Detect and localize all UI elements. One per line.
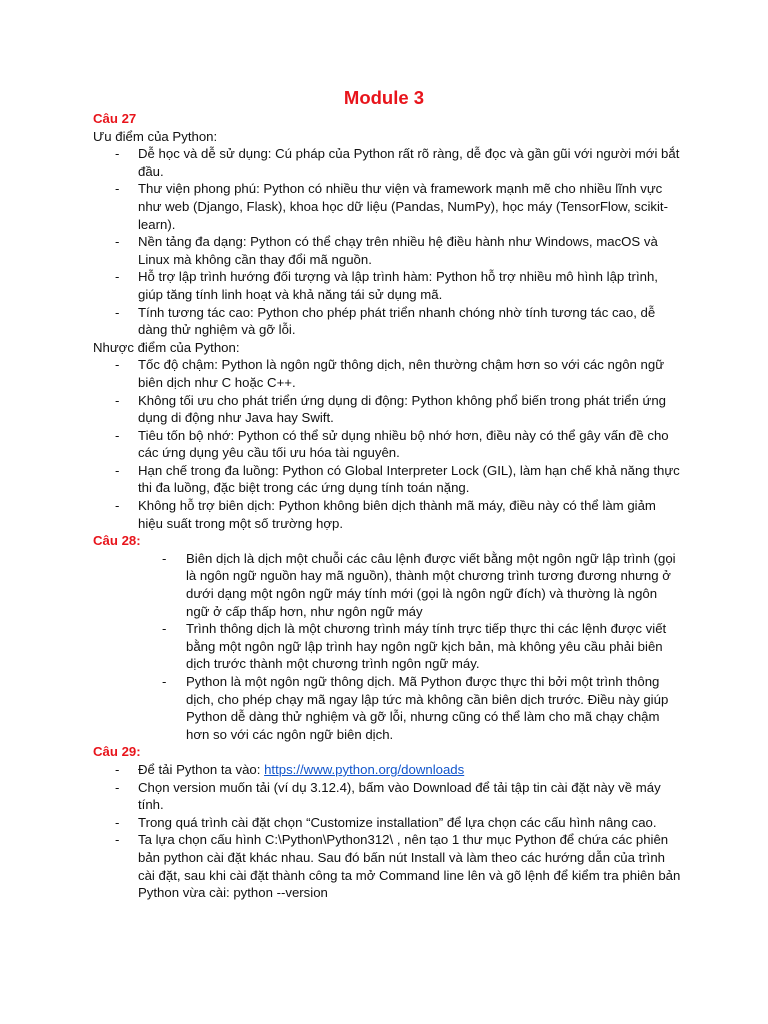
list-item-text: Ta lựa chọn cấu hình C:\Python\Python312\ , nên tạo 1 thư mục Python để chứa các phiên bản python cài đặt khác nhau. Sau đó bấn nút Install và làm theo các hướng dẫn của trình cài đặt, sau khi cài đặt thành công ta mở Command line lên và gõ lệnh để kiểm tra phiên bản Python vừa cài: python --version <box>138 832 681 901</box>
list-item-text: Thư viện phong phú: Python có nhiều thư viện và framework mạnh mẽ cho nhiều lĩnh vực như web (Django, Flask), khoa học dữ liệu (Pandas, NumPy), học máy (TensorFlow, scikit-learn). <box>138 181 668 232</box>
dash-bullet: - <box>115 498 120 514</box>
page-title: Module 3 <box>343 87 425 108</box>
list-item-text: Dễ học và dễ sử dụng: Cú pháp của Python rất rõ ràng, dễ đọc và gần gũi với người mới bắt đầu. <box>138 146 680 179</box>
list-item <box>93 620 683 673</box>
list-item-text: Tính tương tác cao: Python cho phép phát triển nhanh chóng nhờ tính tương tác cao, dễ dàng thử nghiệm và gỡ lỗi. <box>138 304 656 338</box>
list-item <box>93 180 683 233</box>
list-item <box>93 497 683 532</box>
list-item <box>93 550 683 620</box>
q28-heading: Câu 28: <box>93 533 141 549</box>
dash-bullet: - <box>115 761 120 777</box>
list-item <box>93 356 683 391</box>
list-item <box>93 268 683 303</box>
list-item-text: Trình thông dịch là một chương trình máy tính trực tiếp thực thi các lệnh được viết bằng một ngôn ngữ lập trình hay ngôn ngữ kịch bản, mà không yêu cầu phải biên dịch trước thành một chương trình ngôn ngữ máy. <box>186 621 667 672</box>
dash-bullet: - <box>115 304 120 320</box>
list-item <box>93 814 683 832</box>
section-q27 <box>93 110 683 532</box>
list-item <box>93 761 683 779</box>
list-item <box>93 779 683 814</box>
list-item-text: Chọn version muốn tải (ví dụ 3.12.4), bấm vào Download để tải tập tin cài đặt này về máy tính. <box>138 779 661 813</box>
list-item-text: Hạn chế trong đa luồng: Python có Global Interpreter Lock (GIL), làm hạn chế khả năng thực thi đa luồng, đặc biệt trong các ứng dụng tính toán nặng. <box>138 462 680 496</box>
python-downloads-link[interactable]: https://www.python.org/downloads <box>264 761 465 777</box>
list-item <box>93 304 683 339</box>
list-item <box>93 233 683 268</box>
q28-list <box>93 550 683 744</box>
list-item-text: Để tải Python ta vào: <box>138 761 265 777</box>
pros-intro: Ưu điểm của Python: <box>93 128 218 144</box>
list-item-text: Không tối ưu cho phát triển ứng dụng di động: Python không phổ biến trong phát triển ứng dụng di động như Java hay Swift. <box>138 392 666 426</box>
dash-bullet: - <box>115 357 120 373</box>
q29-heading: Câu 29: <box>93 744 141 760</box>
pros-list <box>93 145 683 339</box>
dash-bullet: - <box>162 674 167 689</box>
dash-bullet: - <box>115 832 120 848</box>
dash-bullet: - <box>115 779 120 795</box>
dash-bullet: - <box>162 550 167 566</box>
q29-list <box>93 761 683 902</box>
dash-bullet: - <box>115 392 120 408</box>
list-item-text: Python là một ngôn ngữ thông dịch. Mã Python được thực thi bởi một trình thông dịch, cho phép chạy mã ngay lập tức mà không cần biên dịch trước. Điều này giúp Python dễ dàng thử nghiệm và gỡ lỗi, nhưng cũng có thể làm cho mã chạy chậm hơn so với các ngôn ngữ biên dịch. <box>186 674 669 742</box>
cons-list <box>93 356 683 532</box>
dash-bullet: - <box>115 427 120 443</box>
list-item-text: Tốc độ chậm: Python là ngôn ngữ thông dịch, nên thường chậm hơn so với các ngôn ngữ biên dịch như C hoặc C++. <box>138 357 665 390</box>
dash-bullet: - <box>115 269 120 285</box>
list-item-text: Trong quá trình cài đặt chọn “Customize installation” để lựa chọn các cấu hình nâng cao. <box>138 814 657 830</box>
list-item-text: Tiêu tốn bộ nhớ: Python có thể sử dụng nhiều bộ nhớ hơn, điều này có thể gây vấn đề cho các ứng dụng yêu cầu tối ưu hóa tài nguyên. <box>138 427 669 461</box>
cons-intro: Nhược điểm của Python: <box>93 339 240 355</box>
dash-bullet: - <box>115 181 120 197</box>
list-item <box>93 392 683 427</box>
document-body <box>93 110 683 902</box>
dash-bullet: - <box>115 146 120 162</box>
list-item <box>93 673 683 743</box>
section-q29 <box>93 743 683 901</box>
dash-bullet: - <box>115 814 120 830</box>
list-item <box>93 831 683 901</box>
dash-bullet: - <box>115 234 120 250</box>
section-q28 <box>93 532 683 743</box>
list-item-text: Nền tảng đa dạng: Python có thể chạy trên nhiều hệ điều hành như Windows, macOS và Linux mà không cần thay đổi mã nguồn. <box>138 234 658 267</box>
dash-bullet: - <box>162 621 167 637</box>
list-item <box>93 145 683 180</box>
list-item <box>93 427 683 462</box>
list-item-text: Biên dịch là dịch một chuỗi các câu lệnh được viết bằng một ngôn ngữ lập trình (gọi là ngôn ngữ nguồn hay mã nguồn), thành một chương trình tương đương nhưng ở dưới dạng một ngôn ngữ máy tính mới (gọi là ngôn ngữ đích) và thường là ngôn ngữ ở cấp thấp hơn, như ngôn ngữ máy <box>186 550 676 619</box>
q27-heading: Câu 27 <box>93 111 137 126</box>
dash-bullet: - <box>115 462 120 478</box>
list-item-text: Hỗ trợ lập trình hướng đối tượng và lập trình hàm: Python hỗ trợ nhiều mô hình lập trình, giúp tăng tính linh hoạt và khả năng tái sử dụng mã. <box>138 269 658 302</box>
list-item <box>93 462 683 497</box>
list-item-text: Không hỗ trợ biên dịch: Python không biên dịch thành mã máy, điều này có thể làm giảm hiệu suất trong một số trường hợp. <box>138 498 656 531</box>
